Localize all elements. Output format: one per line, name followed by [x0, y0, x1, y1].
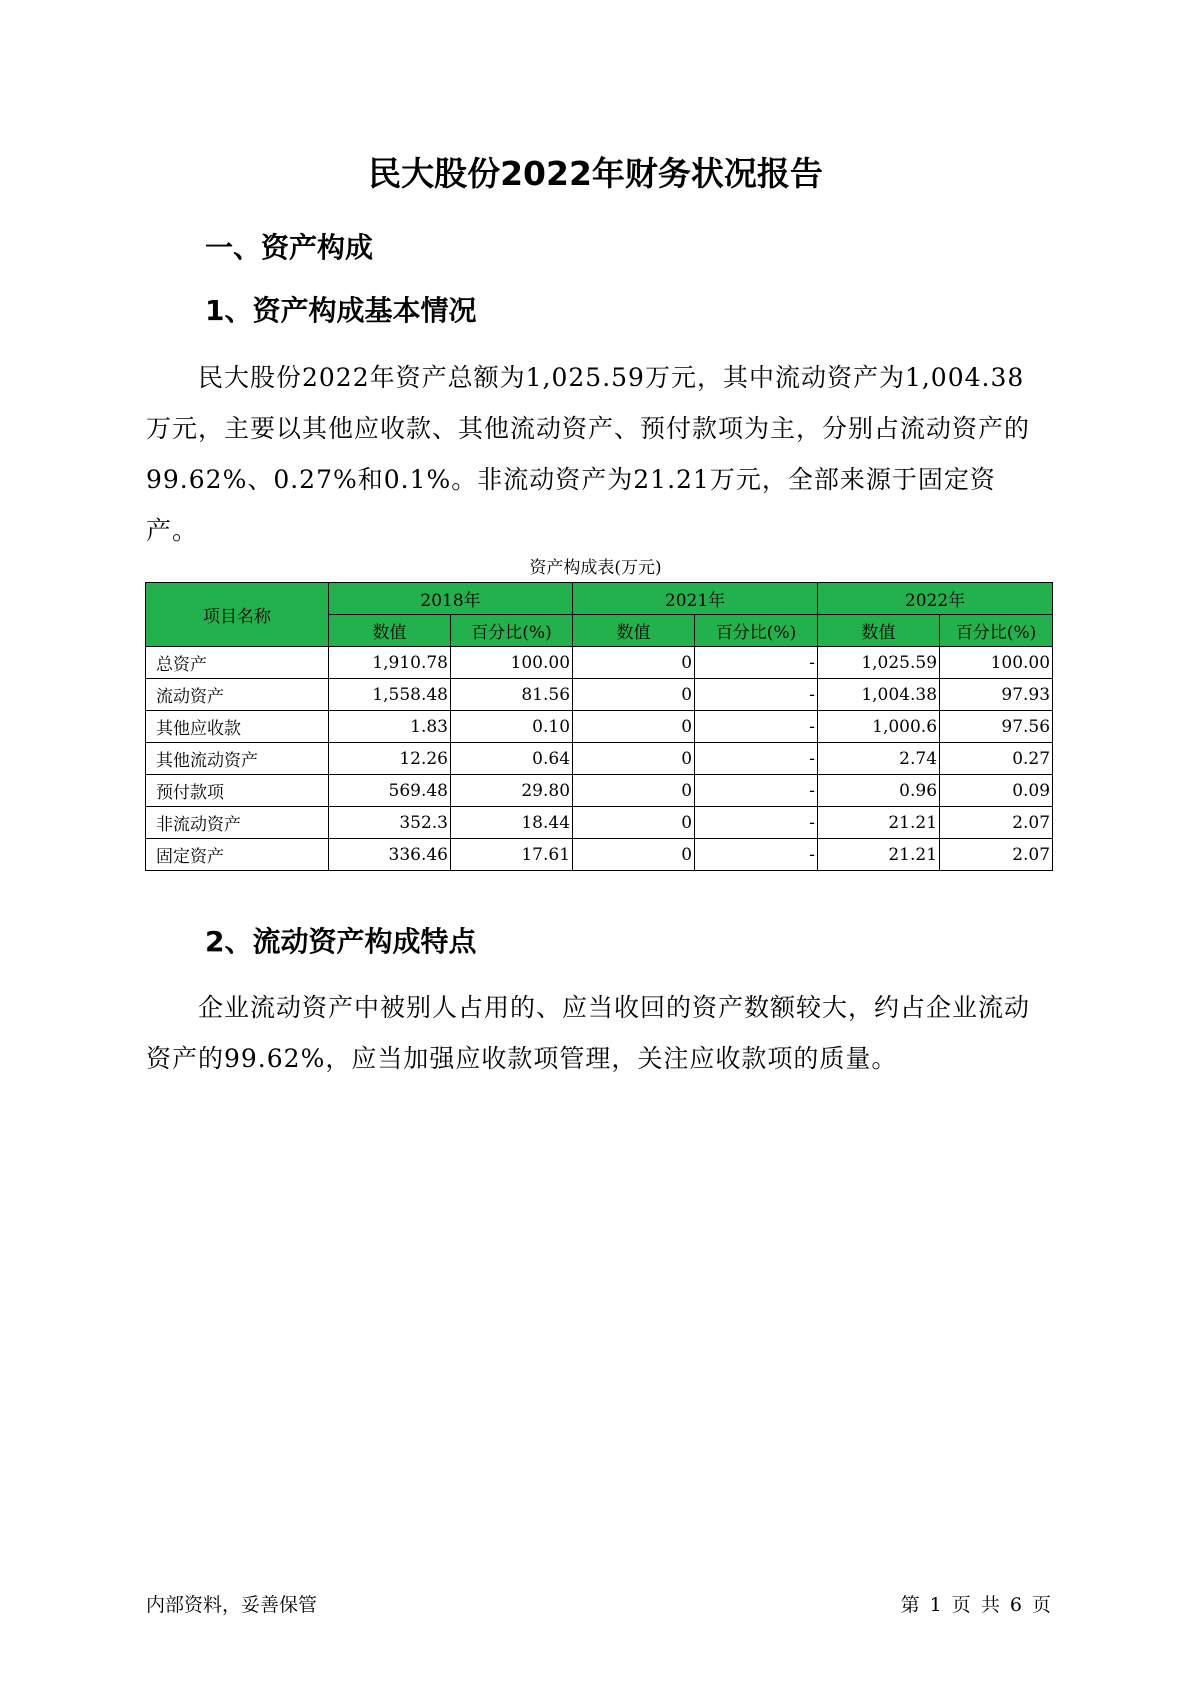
cell-value: 0 [573, 647, 695, 679]
cell-value: 1,004.38 [818, 679, 940, 711]
table-row [146, 743, 1053, 775]
table-row [146, 807, 1053, 839]
subsection-heading-current-assets: 2、流动资产构成特点 [205, 925, 477, 958]
cell-value: 352.3 [329, 807, 451, 839]
cell-value: 569.48 [329, 775, 451, 807]
cell-percent: 97.56 [940, 711, 1053, 743]
cell-percent: 18.44 [451, 807, 573, 839]
row-label: 非流动资产 [146, 807, 329, 839]
header-item-name: 项目名称 [146, 583, 329, 647]
cell-percent: - [695, 679, 818, 711]
cell-value: 1.83 [329, 711, 451, 743]
cell-value: 1,910.78 [329, 647, 451, 679]
row-label: 总资产 [146, 647, 329, 679]
paragraph-asset-summary: 民大股份2022年资产总额为1,025.59万元，其中流动资产为1,004.38万元，主要以其他应收款、其他流动资产、预付款项为主，分别占流动资产的99.62%、0.27%和0.1%。非流动资产为21.21万元，全部来源于固定资产。 [146, 363, 1031, 545]
subheader-value: 数值 [818, 615, 940, 647]
cell-percent: - [695, 807, 818, 839]
cell-percent: 97.93 [940, 679, 1053, 711]
subheader-value: 数值 [329, 615, 451, 647]
table-caption: 资产构成表(万元) [529, 558, 662, 578]
table-row [146, 775, 1053, 807]
table-row [146, 647, 1053, 679]
cell-value: 21.21 [818, 839, 940, 871]
cell-percent: 100.00 [451, 647, 573, 679]
cell-value: 0 [573, 679, 695, 711]
subheader-percent: 百分比(%) [451, 615, 573, 647]
table-body [146, 647, 1053, 871]
cell-value: 0 [573, 743, 695, 775]
row-label: 流动资产 [146, 679, 329, 711]
cell-percent: - [695, 775, 818, 807]
header-year-2022: 2022年 [818, 583, 1053, 615]
cell-value: 21.21 [818, 807, 940, 839]
cell-value: 1,025.59 [818, 647, 940, 679]
cell-percent: 81.56 [451, 679, 573, 711]
cell-value: 0 [573, 807, 695, 839]
cell-value: 0 [573, 775, 695, 807]
cell-value: 0.96 [818, 775, 940, 807]
cell-percent: 0.27 [940, 743, 1053, 775]
cell-value: 0 [573, 711, 695, 743]
cell-value: 2.74 [818, 743, 940, 775]
table-row [146, 711, 1053, 743]
subheader-percent: 百分比(%) [695, 615, 818, 647]
cell-percent: 2.07 [940, 839, 1053, 871]
table-row [146, 679, 1053, 711]
cell-value: 0 [573, 839, 695, 871]
cell-percent: 0.09 [940, 775, 1053, 807]
cell-value: 1,558.48 [329, 679, 451, 711]
row-label: 预付款项 [146, 775, 329, 807]
cell-percent: 2.07 [940, 807, 1053, 839]
cell-percent: 100.00 [940, 647, 1053, 679]
row-label: 其他流动资产 [146, 743, 329, 775]
footer-confidential-note: 内部资料，妥善保管 [146, 1594, 318, 1616]
asset-composition-table [145, 582, 1053, 871]
cell-percent: 0.64 [451, 743, 573, 775]
cell-percent: - [695, 647, 818, 679]
header-year-2021: 2021年 [573, 583, 818, 615]
cell-percent: 17.61 [451, 839, 573, 871]
footer-page-number: 第 1 页 共 6 页 [900, 1594, 1051, 1616]
page-title: 民大股份2022年财务状况报告 [368, 154, 823, 193]
cell-percent: 0.10 [451, 711, 573, 743]
table-row [146, 839, 1053, 871]
subheader-value: 数值 [573, 615, 695, 647]
paragraph-current-assets: 企业流动资产中被别人占用的、应当收回的资产数额较大，约占企业流动资产的99.62%，应当加强应收款项管理，关注应收款项的质量。 [146, 993, 1031, 1073]
cell-percent: - [695, 711, 818, 743]
section-heading-asset-composition: 一、资产构成 [205, 231, 374, 264]
row-label: 固定资产 [146, 839, 329, 871]
row-label: 其他应收款 [146, 711, 329, 743]
subheader-percent: 百分比(%) [940, 615, 1053, 647]
cell-value: 1,000.6 [818, 711, 940, 743]
header-year-2018: 2018年 [329, 583, 573, 615]
cell-percent: 29.80 [451, 775, 573, 807]
cell-percent: - [695, 743, 818, 775]
cell-value: 336.46 [329, 839, 451, 871]
cell-percent: - [695, 839, 818, 871]
cell-value: 12.26 [329, 743, 451, 775]
subsection-heading-basic: 1、资产构成基本情况 [205, 294, 477, 327]
